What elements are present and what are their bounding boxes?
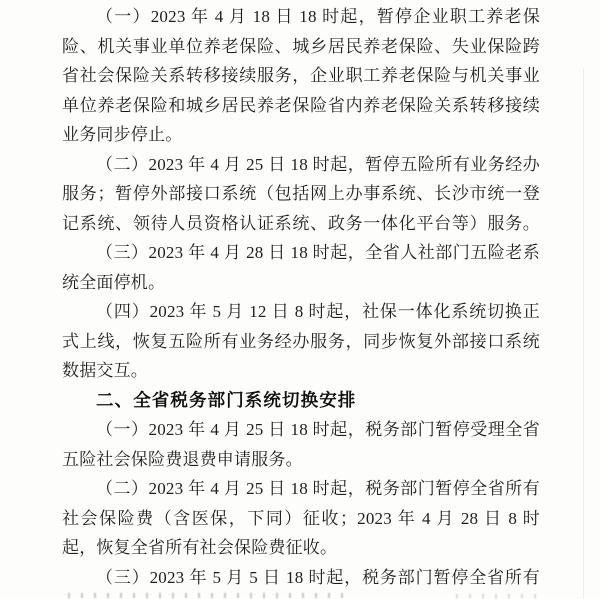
- text-line: 起，恢复全省所有社会保险费征收。: [62, 538, 338, 557]
- text-line: 险、机关事业单位养老保险、城乡居民养老保险、失业保险跨: [62, 36, 540, 56]
- cutoff-line-smudge: [456, 594, 544, 598]
- text-line: 社会保险费（含医保，下同）征收；2023 年 4 月 28 日 8 时: [62, 508, 540, 528]
- text-line: 五险社会保险费退费申请服务。: [62, 449, 303, 469]
- text-line: 式上线，恢复五险所有业务经办服务，同步恢复外部接口系统: [62, 331, 540, 351]
- paragraph: [62, 150, 540, 239]
- text-line: 记系统、领待人员资格认证系统、政务一体化平台等）服务。: [62, 213, 540, 233]
- text-line: （一）2023 年 4 月 25 日 18 时起，税务部门暂停受理全省: [96, 420, 540, 439]
- paragraph: [62, 415, 540, 474]
- section-heading: [62, 386, 540, 416]
- text-line: 统全面停机。: [62, 272, 166, 292]
- text-line: 服务；暂停外部接口系统（包括网上办事系统、长沙市统一登: [62, 184, 540, 203]
- paragraph: [62, 474, 540, 563]
- cutoff-line-smudge: [68, 593, 353, 598]
- text-line: 单位养老保险和城乡居民养老保险省内养老保险关系转移接续: [62, 95, 540, 115]
- paragraph: [62, 563, 540, 593]
- scan-edge-artifact: [583, 68, 584, 599]
- paragraph: [62, 297, 540, 386]
- text-line: 数据交互。: [62, 361, 148, 380]
- text-line: （三）2023 年 5 月 5 日 18 时起，税务部门暂停全省所有: [96, 567, 540, 587]
- paragraph: [62, 238, 540, 297]
- text-line: （二）2023 年 4 月 25 日 18 时起，暂停五险所有业务经办: [96, 154, 540, 174]
- text-line: （一）2023 年 4 月 18 日 18 时起，暂停企业职工养老保: [96, 7, 540, 26]
- text-line: 业务同步停止。: [62, 125, 183, 144]
- text-line: 省社会保险关系转移接续服务，企业职工养老保险与机关事业: [62, 66, 540, 85]
- text-line: （四）2023 年 5 月 12 日 8 时起，社保一体化系统切换正: [96, 302, 540, 321]
- document-text: [62, 2, 540, 592]
- paragraph: [62, 2, 540, 150]
- heading-line: 二、全省税务部门系统切换安排: [96, 389, 357, 410]
- text-line: （三）2023 年 4 月 28 日 18 时起，全省人社部门五险老系: [96, 243, 540, 262]
- text-line: （二）2023 年 4 月 25 日 18 时起，税务部门暂停全省所有: [96, 479, 540, 498]
